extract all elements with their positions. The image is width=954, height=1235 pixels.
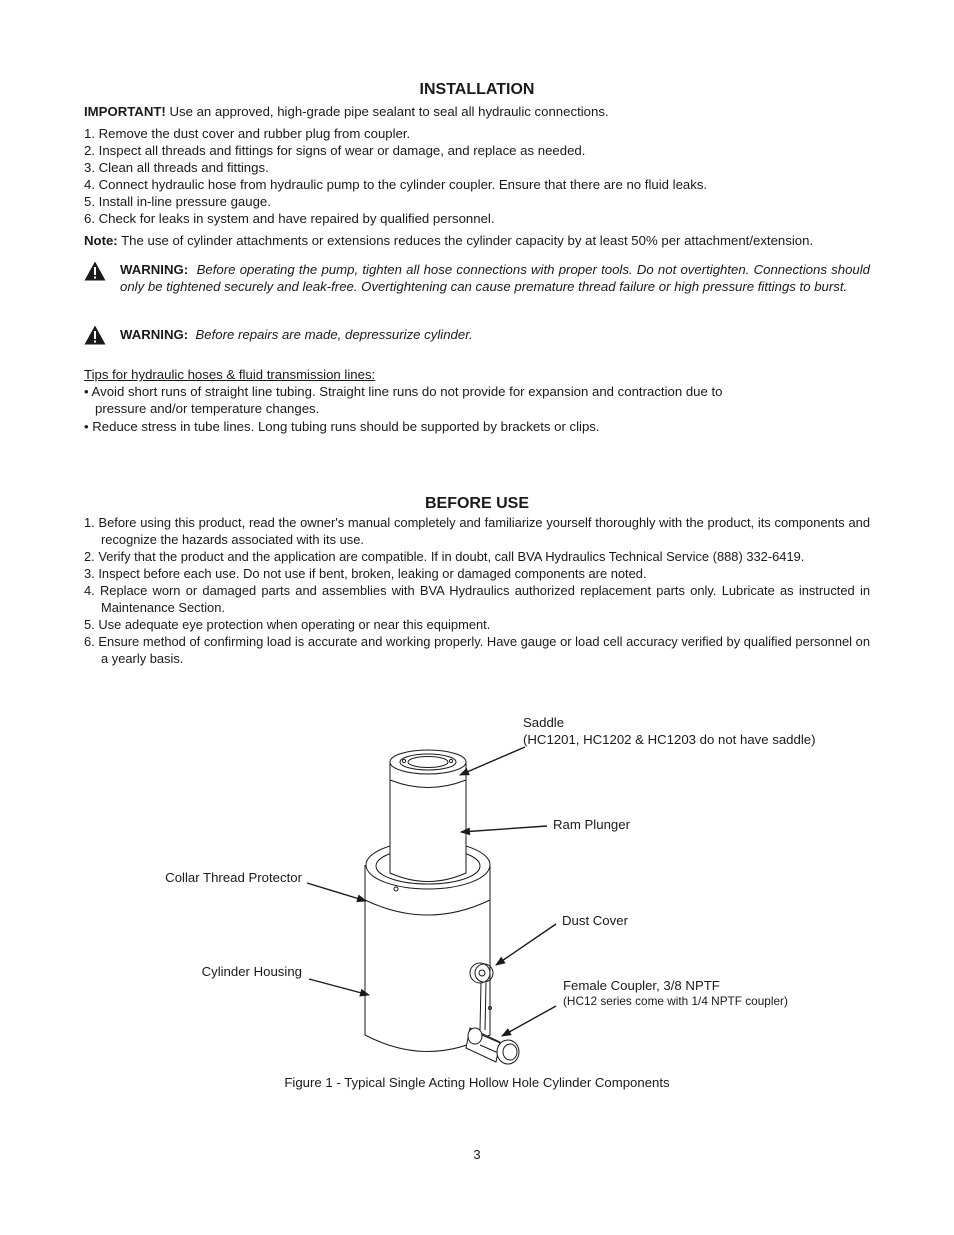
warning-message: Before operating the pump, tighten all hose connections with proper tools. Do not overtighten. Connections should only be tightened securely and leak-free. Overtightening can cause premature thread failure or high pressure fittings to burst. xyxy=(120,262,871,294)
list-item: 2. Verify that the product and the application are compatible. If in doubt, call BVA Hydraulics Technical Service (888) 332-6419. xyxy=(84,549,805,564)
list-item: 6. Check for leaks in system and have repaired by qualified personnel. xyxy=(84,211,495,226)
ram-plunger xyxy=(390,762,466,882)
warning-text-2 xyxy=(120,326,870,343)
female-coupler xyxy=(466,1028,519,1064)
saddle-label: Saddle xyxy=(523,715,565,730)
cylinder-housing-label: Cylinder Housing xyxy=(201,964,302,979)
dust-cover-label: Dust Cover xyxy=(562,913,628,928)
collar-label: Collar Thread Protector xyxy=(165,870,302,885)
list-item: 2. Inspect all threads and fittings for signs of wear or damage, and replace as needed. xyxy=(84,143,586,158)
list-item: 4. Replace worn or damaged parts and assemblies with BVA Hydraulics authorized replacement parts only. Lubricate as instructed in Maintenance Section. xyxy=(84,583,870,615)
note xyxy=(84,232,870,249)
list-item: 6. Ensure method of confirming load is accurate and working properly. Have gauge or load cell accuracy verified by qualified personnel on a yearly basis. xyxy=(84,634,870,666)
warning-block-1 xyxy=(84,260,870,314)
saddle-note: (HC1201, HC1202 & HC1203 do not have saddle) xyxy=(523,732,816,747)
before-use-steps xyxy=(84,514,870,667)
tip-1-line-2: pressure and/or temperature changes. xyxy=(95,401,320,416)
ram-plunger-label: Ram Plunger xyxy=(553,817,630,832)
list-item: 3. Inspect before each use. Do not use if bent, broken, leaking or damaged components are noted. xyxy=(84,566,647,581)
note-text: The use of cylinder attachments or extensions reduces the cylinder capacity by at least 50% per attachment/extension. xyxy=(117,233,814,248)
list-item: 4. Connect hydraulic hose from hydraulic pump to the cylinder coupler. Ensure that there are no fluid leaks. xyxy=(84,177,708,192)
warning-text-1 xyxy=(120,261,870,295)
warning-triangle-icon xyxy=(84,261,106,281)
note-label: Note: xyxy=(84,233,118,248)
tip-2: • Reduce stress in tube lines. Long tubing runs should be supported by brackets or clips. xyxy=(84,419,600,434)
coupler-label: Female Coupler, 3/8 NPTF xyxy=(563,978,720,993)
figure-caption: Figure 1 - Typical Single Acting Hollow Hole Cylinder Components xyxy=(284,1075,670,1090)
list-item: 5. Use adequate eye protection when operating or near this equipment. xyxy=(84,617,491,632)
installation-steps xyxy=(84,125,870,227)
list-item: 1. Before using this product, read the owner's manual completely and familiarize yourself thoroughly with the product, its components and recognize the hazards associated with its use. xyxy=(84,515,870,547)
warning-label: WARNING: xyxy=(120,262,189,277)
warning-triangle-icon xyxy=(84,325,106,345)
tips-heading: Tips for hydraulic hoses & fluid transmission lines: xyxy=(84,367,376,382)
list-item: 1. Remove the dust cover and rubber plug from coupler. xyxy=(84,126,411,141)
list-item: 5. Install in-line pressure gauge. xyxy=(84,194,271,209)
coupler-note: (HC12 series come with 1/4 NPTF coupler) xyxy=(563,994,788,1008)
installation-heading: INSTALLATION xyxy=(419,81,535,98)
before-use-heading: BEFORE USE xyxy=(424,495,529,512)
warning-message: Before repairs are made, depressurize cylinder. xyxy=(195,327,473,342)
dust-cover xyxy=(470,963,493,983)
list-item: 3. Clean all threads and fittings. xyxy=(84,160,269,175)
warning-label: WARNING: xyxy=(120,327,189,342)
tip-1-line-1: • Avoid short runs of straight line tubing. Straight line runs do not provide for expansion and contraction due to xyxy=(84,384,723,399)
page-number: 3 xyxy=(473,1147,481,1162)
important-notice xyxy=(84,103,870,120)
important-text: Use an approved, high-grade pipe sealant to seal all hydraulic connections. xyxy=(165,104,609,119)
warning-block-2 xyxy=(84,325,870,347)
important-label: IMPORTANT! xyxy=(84,104,166,119)
